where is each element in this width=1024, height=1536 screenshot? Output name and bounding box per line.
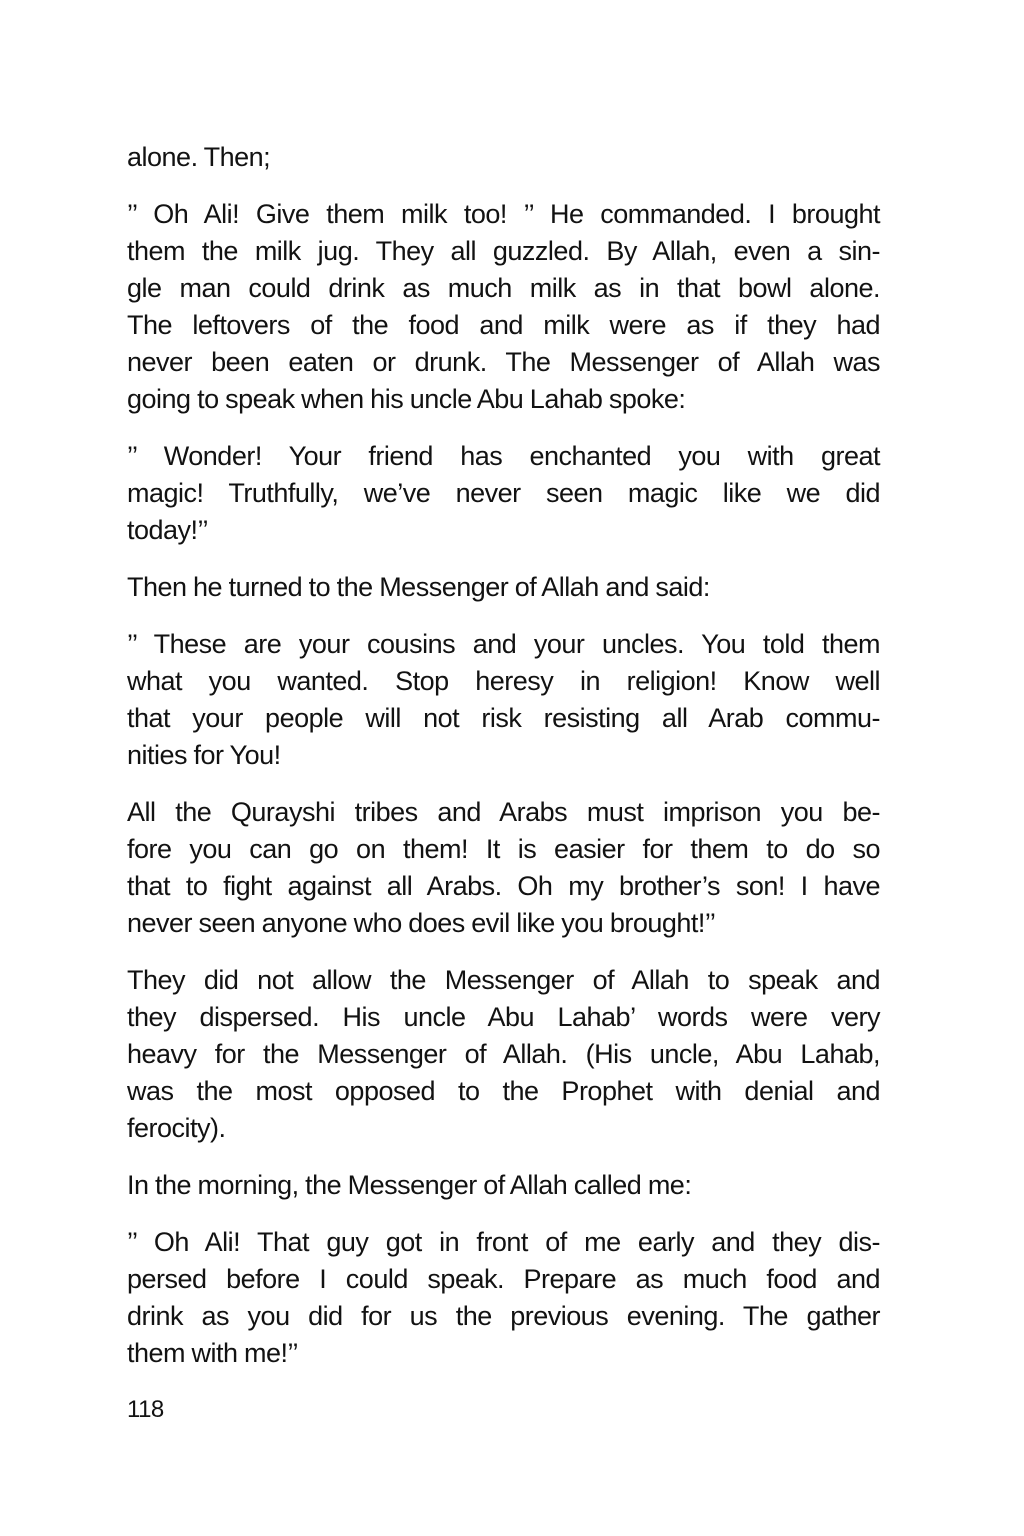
text-line: that your people will not risk resisting all Arab commu- [127, 703, 880, 733]
text-line: Then he turned to the Messenger of Allah and said: [127, 572, 710, 602]
text-line: alone. Then; [127, 142, 271, 172]
paragraph [127, 1224, 880, 1372]
text-line: They did not allow the Messenger of Allah to speak and [127, 965, 880, 995]
text-line: ’’ These are your cousins and your uncles. You told them [127, 629, 880, 659]
text-line: going to speak when his uncle Abu Lahab spoke: [127, 384, 686, 414]
paragraph [127, 438, 880, 549]
page-number: 118 [127, 1396, 164, 1423]
text-line: never seen anyone who does evil like you brought!’’ [127, 908, 716, 938]
text-line: them the milk jug. They all guzzled. By Allah, even a sin- [127, 236, 880, 266]
text-line: ’’ Oh Ali! Give them milk too! ’’ He commanded. I brought [127, 199, 880, 229]
text-line: today!’’ [127, 515, 209, 545]
paragraph [127, 1167, 880, 1204]
text-line: All the Qurayshi tribes and Arabs must imprison you be- [127, 797, 880, 827]
text-line: persed before I could speak. Prepare as much food and [127, 1264, 880, 1294]
text-line: was the most opposed to the Prophet with denial and [127, 1076, 880, 1106]
text-line: ferocity). [127, 1113, 226, 1143]
paragraph [127, 139, 880, 176]
text-line: what you wanted. Stop heresy in religion! Know well [127, 666, 880, 696]
text-block [127, 139, 880, 1372]
text-line: drink as you did for us the previous evening. The gather [127, 1301, 880, 1331]
text-line: they dispersed. His uncle Abu Lahab’ words were very [127, 1002, 880, 1032]
text-line: ’’ Wonder! Your friend has enchanted you with great [127, 441, 880, 471]
text-line: fore you can go on them! It is easier for them to do so [127, 834, 880, 864]
text-line: gle man could drink as much milk as in that bowl alone. [127, 273, 880, 303]
text-line: In the morning, the Messenger of Allah called me: [127, 1170, 692, 1200]
text-line: nities for You! [127, 740, 281, 770]
text-line: heavy for the Messenger of Allah. (His uncle, Abu Lahab, [127, 1039, 880, 1069]
text-line: ’’ Oh Ali! That guy got in front of me early and they dis- [127, 1227, 880, 1257]
text-line: magic! Truthfully, we’ve never seen magic like we did [127, 478, 880, 508]
paragraph [127, 794, 880, 942]
text-line: never been eaten or drunk. The Messenger of Allah was [127, 347, 880, 377]
paragraph [127, 569, 880, 606]
text-line: that to fight against all Arabs. Oh my brother’s son! I have [127, 871, 880, 901]
paragraph [127, 962, 880, 1147]
text-line: them with me!’’ [127, 1338, 299, 1368]
paragraph [127, 626, 880, 774]
text-line: The leftovers of the food and milk were as if they had [127, 310, 880, 340]
paragraph [127, 196, 880, 418]
